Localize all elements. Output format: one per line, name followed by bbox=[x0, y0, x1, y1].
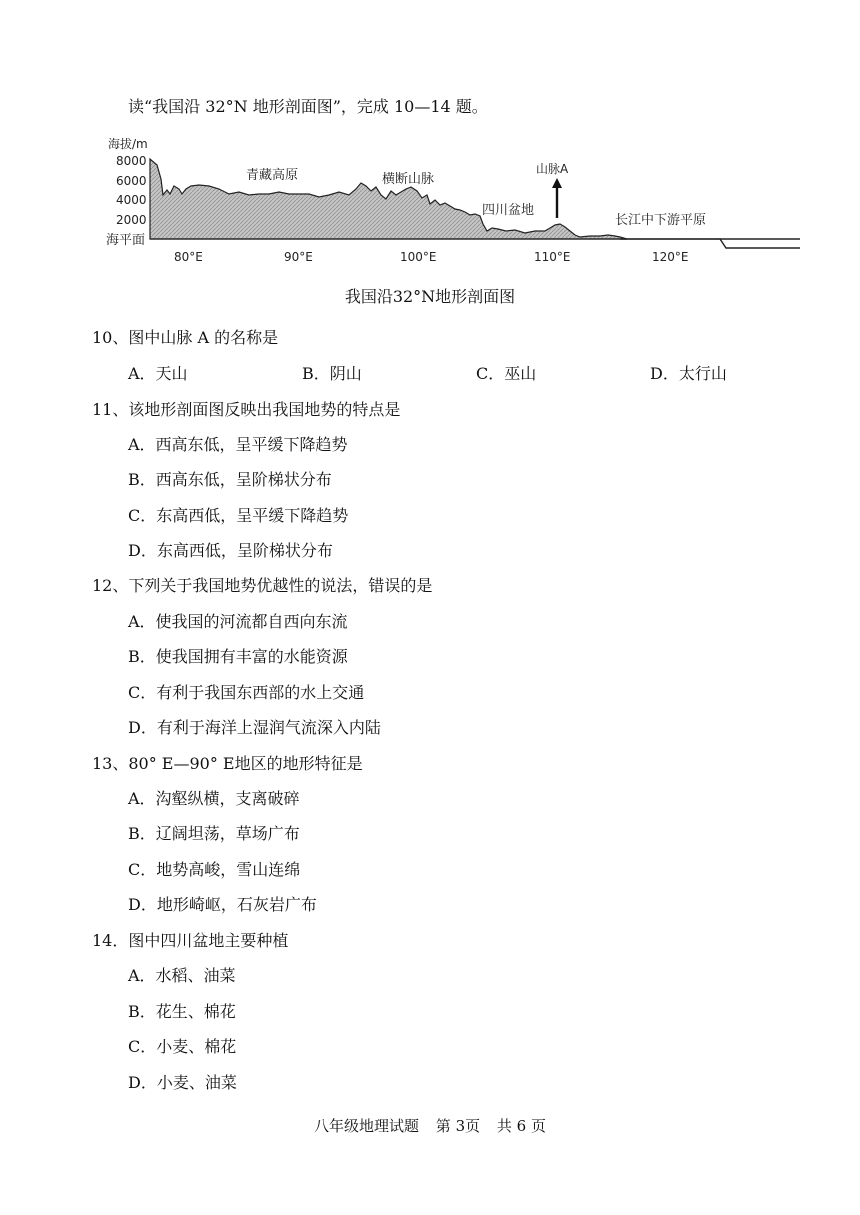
continental-shelf-line bbox=[620, 239, 800, 248]
question-14-stem: 14．图中四川盆地主要种植 bbox=[92, 931, 289, 950]
question-10-option-a: A．天山 bbox=[128, 364, 188, 383]
question-10-option-d: D．太行山 bbox=[650, 364, 727, 383]
label-qinghai-tibet-plateau: 青藏高原 bbox=[246, 168, 299, 183]
question-14-option-d: D．小麦、油菜 bbox=[128, 1073, 237, 1092]
question-11-option-c: C．东高西低，呈平缓下降趋势 bbox=[128, 506, 349, 525]
question-11-option-b: B．西高东低，呈阶梯状分布 bbox=[128, 470, 332, 489]
question-11-option-a: A．西高东低，呈平缓下降趋势 bbox=[128, 435, 348, 454]
question-11-option-d: D．东高西低，呈阶梯状分布 bbox=[128, 541, 333, 560]
x-tick-120e: 120°E bbox=[652, 250, 689, 264]
x-tick-80e: 80°E bbox=[174, 250, 203, 264]
y-tick-4000: 4000 bbox=[116, 193, 147, 207]
intro-text: 读“我国沿 32°N 地形剖面图”，完成 10—14 题。 bbox=[128, 97, 488, 116]
question-13-option-d: D．地形崎岖，石灰岩广布 bbox=[128, 895, 317, 914]
question-11-stem: 11、该地形剖面图反映出我国地势的特点是 bbox=[92, 400, 401, 419]
question-10-stem: 10、图中山脉 A 的名称是 bbox=[92, 328, 279, 347]
footer-page-number: 第 3页 bbox=[435, 1117, 481, 1135]
figure-caption: 我国沿32°N地形剖面图 bbox=[344, 287, 516, 306]
y-tick-6000: 6000 bbox=[116, 174, 147, 188]
mountain-a-arrow-head bbox=[552, 178, 562, 188]
y-tick-8000: 8000 bbox=[116, 154, 147, 168]
question-10-option-c: C．巫山 bbox=[476, 364, 537, 383]
question-12-option-b: B．使我国拥有丰富的水能资源 bbox=[128, 647, 348, 666]
label-yangtze-plain: 长江中下游平原 bbox=[615, 213, 707, 228]
question-12-option-a: A．使我国的河流都自西向东流 bbox=[128, 612, 348, 631]
question-14-option-a: A．水稻、油菜 bbox=[128, 966, 236, 985]
question-13-option-a: A．沟壑纵横，支离破碎 bbox=[128, 789, 300, 808]
question-13-option-c: C．地势高峻，雪山连绵 bbox=[128, 860, 301, 879]
question-12-option-d: D．有利于海洋上湿润气流深入内陆 bbox=[128, 718, 381, 737]
terrain-profile-figure bbox=[100, 132, 800, 272]
label-sichuan-basin: 四川盆地 bbox=[482, 203, 535, 218]
question-12-option-c: C．有利于我国东西部的水上交通 bbox=[128, 683, 365, 702]
question-10-option-b: B．阴山 bbox=[302, 364, 362, 383]
footer-title: 八年级地理试题 bbox=[314, 1117, 420, 1135]
x-tick-100e: 100°E bbox=[400, 250, 437, 264]
question-13-stem: 13、80° E—90° E地区的地形特征是 bbox=[92, 754, 363, 773]
label-hengduan-mountains: 横断山脉 bbox=[382, 172, 435, 187]
footer-total-pages: 共 6 页 bbox=[496, 1117, 546, 1135]
page-footer bbox=[0, 1115, 860, 1136]
question-14-option-b: B．花生、棉花 bbox=[128, 1002, 236, 1021]
question-12-stem: 12、下列关于我国地势优越性的说法，错误的是 bbox=[92, 576, 433, 595]
y-tick-2000: 2000 bbox=[116, 213, 147, 227]
question-14-option-c: C．小麦、棉花 bbox=[128, 1037, 237, 1056]
x-tick-90e: 90°E bbox=[284, 250, 313, 264]
y-axis-title: 海拔/m bbox=[108, 137, 148, 151]
question-13-option-b: B．辽阔坦荡，草场广布 bbox=[128, 824, 300, 843]
label-mountain-a: 山脉A bbox=[536, 162, 569, 176]
x-tick-110e: 110°E bbox=[534, 250, 571, 264]
sea-level-label: 海平面 bbox=[106, 233, 146, 248]
